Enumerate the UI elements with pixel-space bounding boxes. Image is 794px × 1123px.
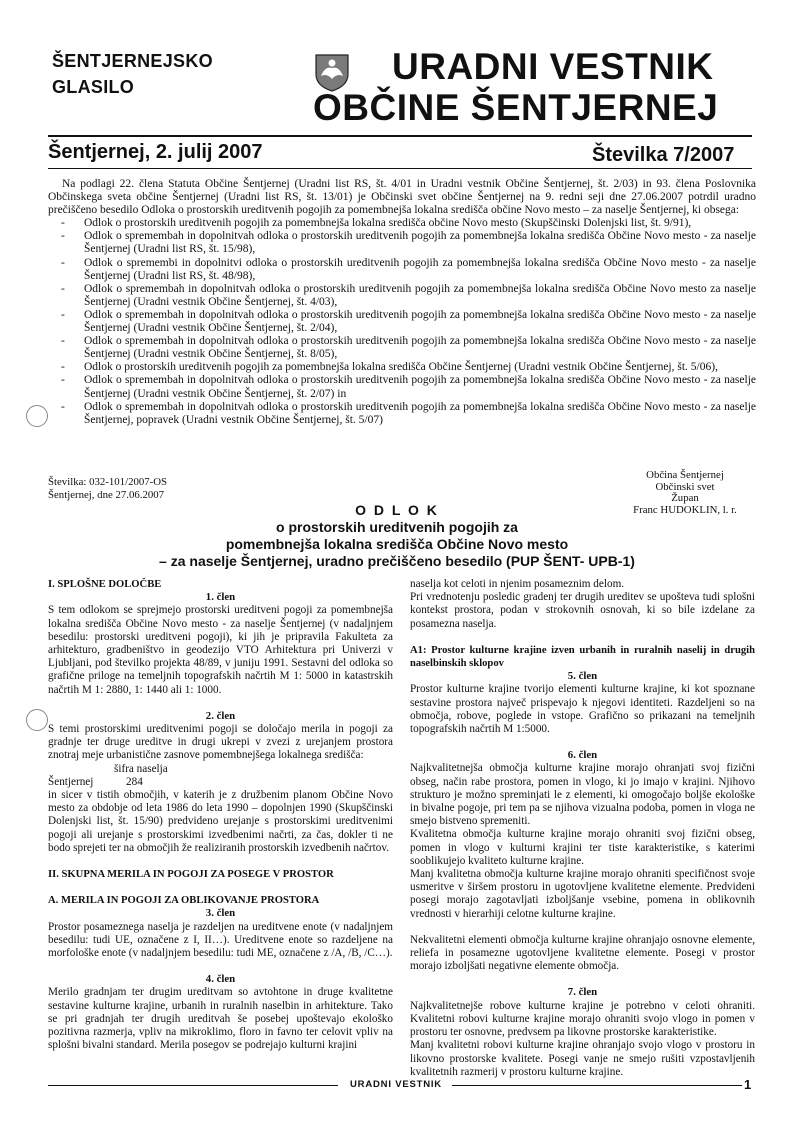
coat-of-arms-icon	[313, 52, 351, 92]
signature-line: Občina Šentjernej	[646, 469, 724, 481]
article-title: 5. člen	[567, 670, 598, 683]
list-item: - Odlok o prostorskih ureditvenih pogojih za pomembnejša lokalna središča Občine Šentjernej (Uradni vestnik Občine Šentjernej, št. 5/06),	[48, 361, 756, 374]
article-title: 2. člen	[205, 709, 236, 722]
section-heading: A. MERILA IN POGOJI ZA OBLIKOVANJE PROSTORA	[48, 895, 320, 907]
article-text: Merilo gradnjam ter drugim ureditvam so avtohtone in druge kvalitetne sestavine kulturne krajine, urbanih in ruralnih naselbin in arhitekture. Tako se pri gradnjah ter drugih ureditvah še posebej upoštevajo ekološko pozitivna razmerja, vpliv na mikroklimo, floro in favno ter celovit vpliv na splošni bivalni standard. Merila posegov se podrejajo kulturni krajini	[48, 986, 393, 1052]
list-item: - Odlok o spremembah in dopolnitvah odloka o prostorskih ureditvenih pogojih za pomembnejša lokalna središča Občine Novo mesto - za naselje Šentjernej (Uradni vestnik Občine Šentjernej, št. 8/05),	[48, 335, 756, 361]
article-text: Manj kvalitetna območja kulturne krajine morajo ohraniti specifičnost svoje usmeritve v širšem prostoru in ugotovljene kvalitetne elemente. Predvideni posegi morajo zagotavljati izboljšanje vsebine, pomena in oblikovnih vrednosti v hierarhiji celotne kulturne krajine.	[410, 868, 755, 920]
code-place: Šentjernej	[48, 775, 94, 788]
list-item: - Odlok o spremembi in dopolnitvi odloka o prostorskih ureditvenih pogojih za pomembnejša lokalna središča Občine Novo mesto - za naselje Šentjernej (Uradni list RS, št. 48/98),	[48, 257, 756, 283]
right-column	[410, 578, 755, 1079]
article-title: 3. člen	[205, 907, 236, 920]
article-title: 6. člen	[567, 749, 598, 762]
article-text: Prostor kulturne krajine tvorijo elementi kulturne krajine, ki kot spoznane sestavine prostora največ prispevajo k njegovi identiteti. Razdeljeni so na območja, robove, poglede in vstope. Grafično so prikazani na temeljnih topografskih načrtih M 1:5000.	[410, 683, 755, 736]
footer-rule	[452, 1085, 742, 1086]
decree-subtitle-2: pomembnejša lokalna središča Občine Novo mesto	[225, 536, 569, 552]
list-item: - Odlok o spremembah in dopolnitvah odloka o prostorskih ureditvenih pogojih za pomembnejša lokalna središča Občine Novo mesto za naselje Šentjernej (Uradni vestnik Občine Šentjernej, št. 4/03),	[48, 283, 756, 309]
signature-line: Občinski svet	[655, 480, 715, 493]
punch-hole-icon	[26, 709, 48, 731]
intro-section	[48, 178, 756, 427]
page-number: 1	[744, 1077, 752, 1092]
article-text: Manj kvalitetni robovi kulturne krajine ohranjajo svojo vlogo v prostoru in likovno prostorske kvalitete. Posegi vanje ne smejo rušiti vzpostavljenih kvalitetnih razmerij v prostoru kulturne krajine.	[410, 1039, 755, 1078]
article-title: 7. člen	[567, 986, 598, 999]
list-item: - Odlok o spremembah in dopolnitvah odloka o prostorskih ureditvenih pogojih za pomembnejša lokalna središča Občine Novo mesto - za naselje Šentjernej, popravek (Uradni vestnik Občine Šentjernej, št. 5/07)	[48, 401, 756, 427]
header-divider	[48, 135, 752, 137]
decree-title: O D L O K	[355, 502, 439, 518]
article-text: naselja kot celoti in njenim posameznim delom.	[410, 578, 625, 590]
code-value: 284	[126, 775, 143, 788]
issue-date: Šentjernej, 2. julij 2007	[48, 141, 263, 163]
code-label: šifra naselja	[114, 762, 168, 775]
footer-rule	[48, 1085, 338, 1086]
decree-subtitle-3: – za naselje Šentjernej, uradno prečiščeno besedilo (PUP ŠENT- UPB-1)	[159, 553, 635, 569]
article-title: 1. člen	[205, 591, 236, 604]
title-line-1: URADNI VESTNIK	[392, 46, 714, 87]
brand-name	[52, 48, 213, 100]
article-text: Pri vrednotenju posledic gradenj ter drugih ureditev se upošteva tudi splošni kontekst prostora, podan v strokovnih osnovah, ki so bile izdelane za posamezna naselja.	[410, 591, 755, 630]
article-title: 4. člen	[205, 973, 236, 986]
article-text: Nekvalitetni elementi območja kulturne krajine ohranjajo osnovne elemente, reliefa in posamezne ugotovljene kvalitetne elemente. Posegi v prostor morajo izboljšati negativne elemente območja.	[410, 933, 755, 973]
reference-block	[48, 476, 167, 501]
article-text: S tem odlokom se sprejmejo prostorski ureditveni pogoji za pomembnejša lokalna središča Občine Novo mesto - za naselje Šentjernej (v nadaljnjem besedilu: prostorski ureditveni pogoji), ki jih je pripravila Fakulteta za arhitekturo, gradbeništvo in geodezijo VTO Arhitektura pri Univerzi v Ljubljani, pod številko projekta 48/89, v juniju 1991. Sestavni del odloka so grafične priloge na temeljnih topografskih načrtih M 1: 5000 in katastrskih načrtih M 1: 2880, 1: 1440 ali 1: 1000.	[48, 604, 393, 696]
article-text: Najkvalitetnejše robove kulturne krajine je potrebno v celoti ohraniti. Kvalitetni robovi kulturne krajine morajo ohraniti svojo vlogo in pomen v prostoru ter osnovne, predvsem pa likovne prostorske karakteristike.	[410, 999, 755, 1039]
signature-line: Župan	[671, 492, 699, 505]
issue-number: Številka 7/2007	[592, 144, 735, 166]
list-item: - Odlok o spremembah in dopolnitvah odloka o prostorskih ureditvenih pogojih za pomembnejša lokalna središča Občine Novo mesto - za naselje Šentjernej (Uradni vestnik Občine Šentjernej, št. 2/07) in	[48, 374, 756, 400]
left-column	[48, 578, 393, 1053]
section-heading: II. SKUPNA MERILA IN POGOJI ZA POSEGE V PROSTOR	[48, 869, 334, 881]
article-text: Prostor posameznega naselja je razdeljen na ureditvene enote (v nadaljnjem besedilu: tudi UE, označene z I, II…). Ureditvene enote so razdeljene na morfološke enote (v nadaljnjem besedilu: tudi ME, označene z /A, /B, /C…).	[48, 920, 393, 960]
list-item: - Odlok o spremembah in dopolnitvah odloka o prostorskih ureditvenih pogojih za pomembnejša lokalna središča Občine Novo mesto - za naselje Šentjernej (Uradni list RS, št. 15/98),	[48, 230, 756, 256]
intro-paragraph: Na podlagi 22. člena Statuta Občine Šentjernej (Uradni list RS, št. 4/01 in Uradni vestnik Občine Šentjernej, št. 2/03) in 93. člena Poslovnika Občinskega sveta občine Šentjernej (Uradni list RS, št. 13/01) je Občinski svet občine Šentjernej na 9. redni seji dne 27.06.2007 potrdil uradno prečiščeno besedilo Odloka o prostorskih ureditvenih pogojih za pomembnejša lokalna središča občine Novo mesto – za naselje Šentjernej, ki obsega:	[48, 178, 756, 217]
decree-subtitle-1: o prostorskih ureditvenih pogojih za	[276, 519, 518, 535]
punch-hole-icon	[26, 405, 48, 427]
brand-line-2: GLASILO	[52, 77, 135, 97]
article-text: S temi prostorskimi ureditvenimi pogoji se določajo merila in pogoji za gradnje ter druge ureditve in drugi ukrepi v zvezi z urejanjem prostora znotraj meje urbanistične zasnove pomembnejšega lokalnega središča:	[48, 723, 393, 762]
issue-divider	[48, 168, 752, 169]
brand-line-1: ŠENTJERNEJSKO	[52, 51, 213, 71]
list-item: - Odlok o spremembah in dopolnitvah odloka o prostorskih ureditvenih pogojih za pomembnejša lokalna središča Občine Novo mesto - za naselje Šentjernej (Uradni vestnik Občine Šentjernej, št. 2/04),	[48, 309, 756, 335]
reference-place-date: Šentjernej, dne 27.06.2007	[48, 488, 165, 501]
footer-label: URADNI VESTNIK	[350, 1079, 442, 1090]
article-text: in sicer v tistih območjih, v katerih je z družbenim planom Občine Novo mesto za obdobje od leta 1986 do leta 1990 – dopolnjen 1990 (Skupščinski Dolenjski list, št. 15/90) predvideno urejanje s prostorskimi ureditvenimi pogoji ali urejanje s prostorskimi izvedbenimi načrti, za čas, dokler ti ne bodo sprejeti ter na območjih že realiziranih prostorskih izvedbenih načrtov.	[48, 789, 393, 854]
reference-number: Številka: 032-101/2007-OS	[48, 476, 168, 488]
article-text: Kvalitetna območja kulturne krajine morajo ohraniti svoj fizični obseg, pomen in vlogo v kulturni krajini ter tiste karakteristike, s katerimi sooblikujejo kvaliteto kulturne krajine.	[410, 828, 755, 867]
decree-heading	[0, 502, 794, 570]
title-line-2: OBČINE ŠENTJERNEJ	[313, 87, 719, 128]
article-text: Najkvalitetnejša območja kulturne krajine morajo ohranjati svoj fizični obseg, način rabe prostora, pomen in vlogo, ki jo imajo v krajini. Njihovo strukturo je možno spreminjati le z elementi, ki omogočajo boljše ekološke in bivalne pogoje, pri tem pa se njihova vizualna podoba, pomen in vloga ne smejo bistveno spremeniti.	[410, 762, 755, 828]
list-item: - Odlok o prostorskih ureditvenih pogojih za pomembnejša lokalna središča občine Novo mesto (Skupščinski Dolenjski list, št. 9/91),	[48, 217, 756, 230]
section-heading: I. SPLOŠNE DOLOČBE	[48, 579, 162, 590]
section-heading: A1: Prostor kulturne krajine izven urbanih in ruralnih naselij in drugih naselbinskih sklopov	[410, 644, 755, 670]
act-list	[48, 217, 756, 427]
signature-line: Franc HUDOKLIN, l. r.	[633, 503, 737, 516]
code-row	[48, 776, 393, 789]
